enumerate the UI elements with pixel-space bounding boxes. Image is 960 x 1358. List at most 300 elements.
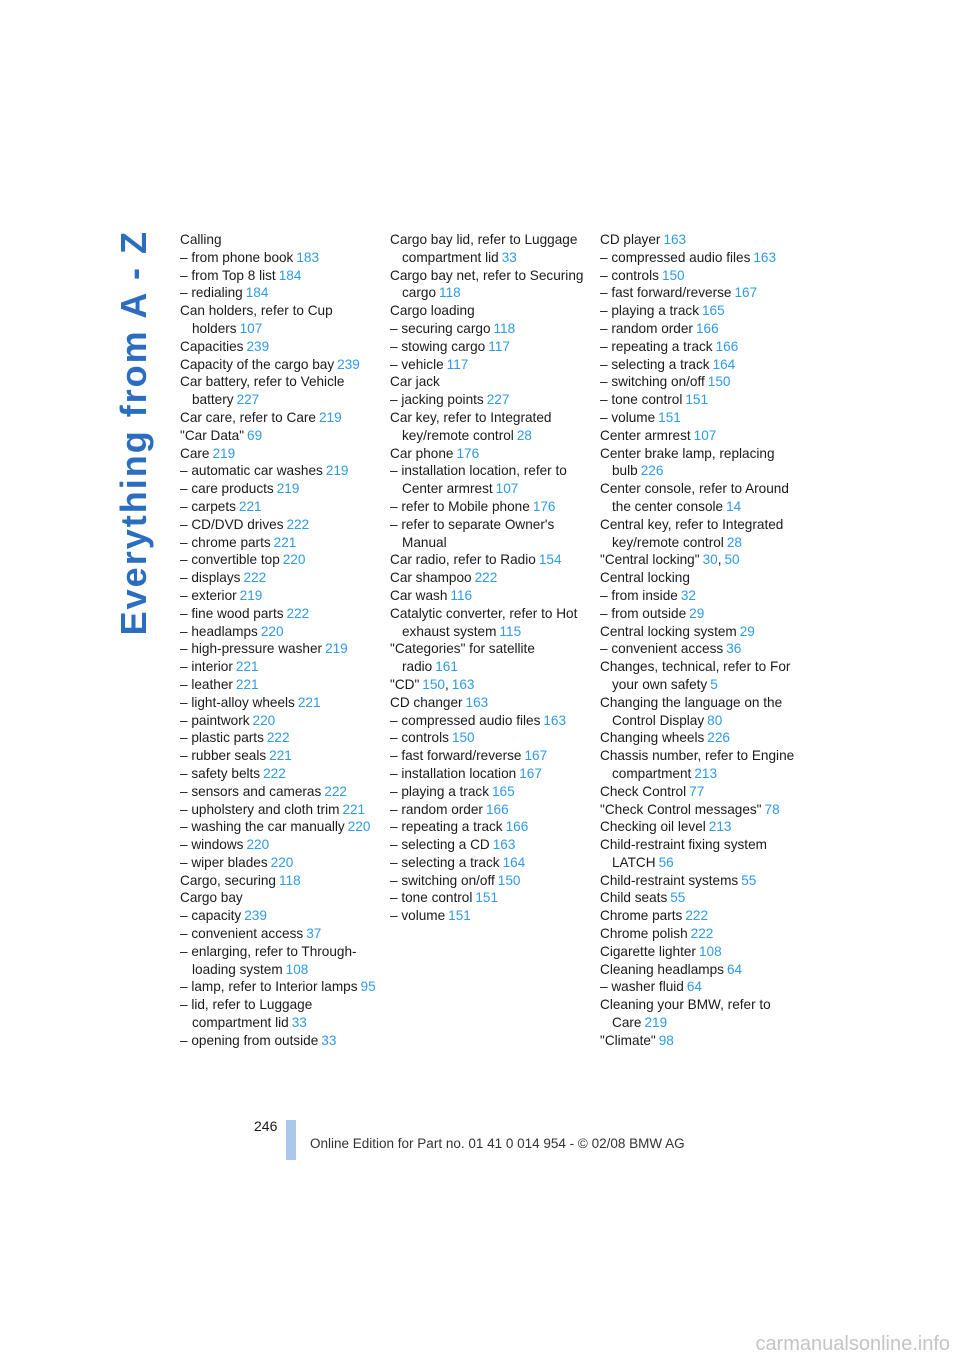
page-link[interactable]: 219 — [325, 463, 349, 479]
index-entry — [180, 551, 380, 569]
page-link[interactable]: 154 — [538, 552, 562, 568]
entry-term: Cargo bay — [180, 890, 243, 906]
page-link[interactable]: 98 — [658, 1032, 674, 1048]
index-entry — [390, 267, 590, 303]
page-link[interactable]: 151 — [658, 409, 681, 425]
index-entry — [180, 587, 380, 605]
entry-term: – convenient access — [600, 641, 724, 657]
entry-term: – lamp, refer to Interior lamps — [180, 979, 358, 995]
page-link[interactable]: 108 — [285, 961, 309, 977]
page-link[interactable]: 226 — [707, 730, 730, 746]
index-entry — [600, 427, 796, 445]
page-link[interactable]: 55 — [741, 872, 757, 888]
page-link[interactable]: 166 — [715, 338, 739, 354]
index-entry — [390, 907, 590, 925]
page-link[interactable]: 150 — [707, 374, 731, 390]
entry-term: – installation location, refer to Center armrest — [390, 463, 567, 497]
page-link[interactable]: 28 — [726, 534, 742, 550]
entry-term: – automatic car washes — [180, 463, 323, 479]
entry-term: Can holders, refer to Cup holders — [180, 303, 333, 336]
index-entry — [180, 872, 380, 890]
entry-term: Chrome parts — [600, 908, 683, 924]
page-link[interactable]: 219 — [325, 641, 348, 657]
index-entry — [180, 356, 380, 374]
index-entry — [600, 445, 796, 481]
entry-term: – plastic parts — [180, 730, 264, 746]
page-link[interactable]: 183 — [296, 249, 320, 265]
index-entry — [180, 658, 380, 676]
page-link[interactable]: 33 — [321, 1032, 337, 1048]
page-link[interactable]: 222 — [474, 570, 498, 586]
index-entry — [180, 996, 380, 1032]
index-entry — [180, 605, 380, 623]
entry-term: Car battery, refer to Vehicle battery — [180, 374, 345, 408]
index-entry — [600, 640, 796, 658]
page-link[interactable]: 118 — [278, 872, 301, 888]
entry-term: – switching on/off — [600, 374, 705, 390]
index-entry — [390, 801, 590, 819]
index-entry — [600, 569, 796, 587]
page-link[interactable]: 227 — [236, 392, 260, 408]
page-link[interactable]: 29 — [739, 623, 755, 639]
entry-term: – light-alloy wheels — [180, 694, 295, 710]
page-link[interactable]: 222 — [324, 783, 347, 799]
entry-term: – switching on/off — [390, 872, 495, 888]
entry-term: Capacities — [180, 338, 244, 354]
page-link[interactable]: 219 — [212, 445, 236, 461]
page-link[interactable]: 37 — [306, 926, 322, 942]
entry-term: – from outside — [600, 605, 687, 621]
page-link[interactable]: 226 — [640, 463, 664, 479]
entry-term: Chassis number, refer to Engine compartment — [600, 748, 795, 781]
index-entry — [600, 836, 796, 872]
entry-term: – volume — [390, 908, 446, 924]
index-entry — [180, 978, 380, 996]
entry-term: – tone control — [600, 392, 683, 408]
page-link[interactable]: 213 — [694, 765, 718, 781]
index-entry — [390, 712, 590, 730]
page-link[interactable]: 161 — [435, 659, 458, 675]
entry-term: CD changer — [390, 694, 463, 710]
index-entry — [180, 284, 380, 302]
index-entry — [600, 729, 796, 747]
index-entry — [390, 605, 590, 641]
index-entry — [180, 694, 380, 712]
entry-term: Catalytic converter, refer to Hot exhaust system — [390, 605, 578, 639]
entry-term: – rubber seals — [180, 748, 267, 764]
page-link[interactable]: 36 — [726, 641, 742, 657]
index-entry — [390, 640, 590, 676]
page-link[interactable]: 163 — [753, 249, 777, 265]
index-entry — [390, 889, 590, 907]
page-link[interactable]: 163 — [492, 837, 516, 853]
entry-term: Car wash — [390, 587, 448, 603]
page-link[interactable]: 163 — [543, 712, 567, 728]
page-link[interactable]: 220 — [252, 712, 276, 728]
index-entry — [600, 373, 796, 391]
page-link[interactable]: 115 — [499, 623, 522, 639]
entry-term: – leather — [180, 676, 233, 692]
watermark: carmanualsonline.info — [755, 1333, 950, 1355]
side-title: Everything from A - Z — [113, 230, 154, 636]
page-link[interactable]: 167 — [734, 285, 758, 301]
index-entry — [180, 231, 380, 249]
index-entry — [600, 943, 796, 961]
index-entry — [180, 925, 380, 943]
page-link[interactable]: 222 — [266, 730, 290, 746]
index-entry — [390, 231, 590, 267]
index-entry — [390, 516, 590, 552]
entry-term: Cleaning headlamps — [600, 961, 724, 977]
entry-term: – refer to separate Owner's Manual — [390, 516, 555, 550]
page-number: 246 — [254, 1118, 278, 1134]
index-entry — [180, 729, 380, 747]
entry-term: – installation location — [390, 765, 517, 781]
entry-term: Cleaning your BMW, refer to Care — [600, 997, 771, 1031]
index-entry — [390, 747, 590, 765]
page-link[interactable]: 221 — [238, 498, 262, 514]
page-link[interactable]: 150 — [422, 676, 445, 692]
page-link[interactable]: 222 — [263, 765, 286, 781]
entry-term: "Central locking" — [600, 552, 700, 568]
page-link[interactable]: 163 — [451, 676, 475, 692]
page-link[interactable]: 33 — [291, 1015, 307, 1031]
page-link[interactable]: 176 — [456, 445, 480, 461]
page-link[interactable]: 220 — [270, 854, 294, 870]
page-link[interactable]: 221 — [273, 534, 297, 550]
index-entry — [180, 409, 380, 427]
entry-term: – random order — [600, 320, 693, 336]
index-entry — [180, 498, 380, 516]
entry-term: – interior — [180, 659, 233, 675]
page-link[interactable]: 164 — [712, 356, 736, 372]
index-entry — [390, 445, 590, 463]
index-entry — [390, 676, 590, 694]
entry-term: Central key, refer to Integrated key/remote control — [600, 516, 784, 550]
entry-term: Changing wheels — [600, 730, 705, 746]
entry-term: – washing the car manually — [180, 819, 345, 835]
index-entry — [600, 302, 796, 320]
index-entry — [390, 694, 590, 712]
index-entry — [600, 783, 796, 801]
entry-term: Cargo, securing — [180, 872, 276, 888]
page-link[interactable]: 29 — [689, 605, 705, 621]
index-entry — [390, 462, 590, 498]
entry-term: Central locking — [600, 570, 690, 586]
index-entry — [600, 694, 796, 730]
index-entry — [600, 978, 796, 996]
entry-term: Child-restraint fixing system LATCH — [600, 837, 767, 870]
page-link[interactable]: 116 — [450, 587, 473, 603]
page-link[interactable]: 164 — [502, 854, 526, 870]
page-link[interactable]: 64 — [686, 979, 702, 995]
index-entry — [390, 872, 590, 890]
page-link[interactable]: 69 — [247, 427, 263, 443]
index-entry — [390, 765, 590, 783]
entry-term: "Check Control messages" — [600, 801, 762, 817]
entry-term: – selecting a track — [390, 854, 500, 870]
index-entry — [390, 836, 590, 854]
page-link[interactable]: 107 — [693, 427, 717, 443]
page-link[interactable]: 220 — [246, 837, 270, 853]
index-entry — [390, 356, 590, 374]
index-entry — [600, 516, 796, 552]
entry-term: Center brake lamp, replacing bulb — [600, 445, 775, 479]
entry-term: – lid, refer to Luggage compartment lid — [180, 997, 313, 1031]
page-link[interactable]: 220 — [260, 623, 284, 639]
index-entry — [390, 569, 590, 587]
index-entry — [600, 747, 796, 783]
page-link[interactable]: 165 — [702, 303, 725, 319]
index-entry — [600, 320, 796, 338]
index-entry — [390, 338, 590, 356]
entry-term: Changes, technical, refer to For your own safety — [600, 659, 791, 692]
entry-term: – high-pressure washer — [180, 641, 323, 657]
entry-term: – care products — [180, 481, 274, 497]
entry-term: – fast forward/reverse — [390, 748, 522, 764]
page-link[interactable]: 28 — [516, 427, 532, 443]
index-entry — [180, 907, 380, 925]
entry-term: Checking oil level — [600, 819, 706, 835]
page-link[interactable]: 220 — [282, 552, 306, 568]
index-entry — [180, 480, 380, 498]
entry-term: – stowing cargo — [390, 338, 486, 354]
page-link[interactable]: 167 — [524, 748, 548, 764]
page-link[interactable]: 150 — [497, 872, 521, 888]
page-link[interactable]: 167 — [519, 765, 542, 781]
entry-term: – exterior — [180, 587, 237, 603]
entry-term: Car key, refer to Integrated key/remote control — [390, 409, 552, 443]
entry-term: Check Control — [600, 783, 687, 799]
entry-term: – fine wood parts — [180, 605, 284, 621]
entry-term: – refer to Mobile phone — [390, 498, 530, 514]
entry-term: – upholstery and cloth trim — [180, 801, 340, 817]
entry-term: – playing a track — [600, 303, 699, 319]
index-entry — [600, 907, 796, 925]
page-link[interactable]: 222 — [243, 570, 267, 586]
page-link[interactable]: 222 — [690, 926, 714, 942]
entry-term: Center armrest — [600, 427, 691, 443]
entry-term: – from phone book — [180, 249, 294, 265]
entry-term: – convertible top — [180, 552, 280, 568]
entry-term: – vehicle — [390, 356, 444, 372]
entry-term: – volume — [600, 409, 656, 425]
entry-term: Car care, refer to Care — [180, 409, 316, 425]
page-link[interactable]: 165 — [492, 783, 515, 799]
page-link[interactable]: 163 — [465, 694, 489, 710]
index-entry — [180, 623, 380, 641]
footer-text: Online Edition for Part no. 01 41 0 014 954 - © 02/08 BMW AG — [310, 1136, 685, 1151]
index-entry — [180, 765, 380, 783]
entry-term: – repeating a track — [600, 338, 713, 354]
index-entry — [180, 712, 380, 730]
index-entry — [180, 267, 380, 285]
entry-term: Capacity of the cargo bay — [180, 356, 335, 372]
page-link[interactable]: 166 — [505, 819, 529, 835]
page-link[interactable]: 150 — [451, 730, 475, 746]
entry-term: – controls — [390, 730, 449, 746]
page-link[interactable]: 166 — [695, 320, 719, 336]
entry-term: "Car Data" — [180, 427, 245, 443]
index-entry — [180, 373, 380, 409]
entry-term: Car shampoo — [390, 570, 472, 586]
index-entry — [180, 854, 380, 872]
page-link[interactable]: 222 — [286, 516, 310, 532]
index-entry — [390, 587, 590, 605]
index-entry — [180, 801, 380, 819]
page-link[interactable]: 166 — [485, 801, 509, 817]
entry-term: – random order — [390, 801, 483, 817]
entry-term: – windows — [180, 837, 244, 853]
page-link[interactable]: 151 — [685, 392, 709, 408]
index-entry — [600, 249, 796, 267]
index-entry — [180, 445, 380, 463]
index-entry — [600, 605, 796, 623]
entry-term: Calling — [180, 232, 222, 247]
index-column-2 — [390, 231, 590, 925]
index-entry — [180, 569, 380, 587]
index-entry — [390, 373, 590, 391]
entry-term: Child seats — [600, 890, 668, 906]
page-link[interactable]: 221 — [269, 748, 292, 764]
entry-term: – tone control — [390, 890, 473, 906]
index-entry — [180, 783, 380, 801]
page-link[interactable]: 32 — [680, 587, 696, 603]
page-link[interactable]: 107 — [239, 320, 263, 336]
page-link[interactable]: 108 — [698, 943, 722, 959]
index-entry — [600, 267, 796, 285]
entry-term: Chrome polish — [600, 926, 688, 942]
page-link[interactable]: 30 — [702, 552, 718, 568]
entry-term: – headlamps — [180, 623, 258, 639]
entry-term: – wiper blades — [180, 854, 268, 870]
page-link[interactable]: 219 — [239, 587, 263, 603]
index-entry — [180, 676, 380, 694]
entry-term: – fast forward/reverse — [600, 285, 732, 301]
page-link[interactable]: 64 — [726, 961, 743, 977]
page-link[interactable]: 50 — [724, 552, 740, 568]
entry-term: – washer fluid — [600, 979, 684, 995]
entry-term: – enlarging, refer to Through-loading system — [180, 943, 357, 977]
page-link[interactable]: 80 — [707, 712, 723, 728]
page-link[interactable]: 222 — [685, 908, 709, 924]
page-link[interactable]: 163 — [663, 232, 687, 247]
page-link[interactable]: 239 — [244, 908, 267, 924]
entry-term: Care — [180, 445, 210, 461]
entry-term: – convenient access — [180, 926, 304, 942]
page-link[interactable]: 117 — [446, 356, 469, 372]
page-link[interactable]: 5 — [710, 676, 718, 692]
page-link[interactable]: 118 — [493, 320, 516, 336]
entry-term: "Categories" for satellite radio — [390, 641, 535, 675]
index-entry — [390, 783, 590, 801]
page-link[interactable]: 227 — [486, 392, 510, 408]
entry-term: Cargo bay net, refer to Securing cargo — [390, 267, 584, 301]
page-link[interactable]: 151 — [475, 890, 499, 906]
index-entry — [180, 302, 380, 338]
page-link[interactable]: 219 — [644, 1015, 668, 1031]
index-entry — [180, 338, 380, 356]
index-entry — [180, 818, 380, 836]
index-entry — [180, 747, 380, 765]
page-link[interactable]: 239 — [246, 338, 270, 354]
entry-term: – redialing — [180, 285, 243, 301]
entry-term: CD player — [600, 232, 661, 247]
page-link[interactable]: 219 — [276, 481, 300, 497]
page-link[interactable]: 184 — [245, 285, 269, 301]
page-link[interactable]: 239 — [337, 356, 360, 372]
index-entry — [390, 391, 590, 409]
index-entry — [600, 996, 796, 1032]
page-link[interactable]: 221 — [235, 659, 259, 675]
page-link[interactable]: 95 — [360, 979, 376, 995]
index-entry — [600, 391, 796, 409]
entry-term: – securing cargo — [390, 320, 491, 336]
entry-term: – capacity — [180, 908, 242, 924]
page-separator: , — [717, 552, 722, 568]
entry-term: – CD/DVD drives — [180, 516, 284, 532]
entry-term: – compressed audio files — [390, 712, 541, 728]
index-entry — [180, 836, 380, 854]
index-entry — [390, 498, 590, 516]
page-link[interactable]: 78 — [764, 801, 780, 817]
index-entry — [600, 623, 796, 641]
page-link[interactable]: 118 — [439, 285, 461, 301]
entry-term: Car jack — [390, 374, 440, 390]
page-link[interactable]: 33 — [501, 249, 517, 265]
index-entry — [600, 480, 796, 516]
entry-term: – compressed audio files — [600, 249, 751, 265]
index-entry — [180, 943, 380, 979]
entry-term: – opening from outside — [180, 1032, 319, 1048]
page-link[interactable]: 221 — [342, 801, 366, 817]
page-link[interactable]: 55 — [670, 890, 686, 906]
page-link[interactable]: 14 — [726, 498, 742, 514]
index-entry — [600, 284, 796, 302]
index-entry — [390, 854, 590, 872]
page-link[interactable]: 117 — [488, 338, 510, 354]
index-entry — [180, 427, 380, 445]
entry-term: – sensors and cameras — [180, 783, 322, 799]
page-link[interactable]: 219 — [318, 409, 342, 425]
page-link[interactable]: 221 — [297, 694, 321, 710]
entry-term: – repeating a track — [390, 819, 503, 835]
page-link[interactable]: 56 — [658, 854, 674, 870]
page-link[interactable]: 176 — [532, 498, 556, 514]
index-entry — [390, 302, 590, 320]
index-entry — [180, 249, 380, 267]
index-entry — [180, 534, 380, 552]
page-link[interactable]: 220 — [347, 819, 371, 835]
index-entry — [390, 320, 590, 338]
page-link[interactable]: 184 — [278, 267, 302, 283]
page-link[interactable]: 222 — [286, 605, 310, 621]
page-link[interactable]: 77 — [689, 783, 705, 799]
footer-bar — [286, 1120, 296, 1160]
page-link[interactable]: 107 — [495, 481, 519, 497]
entry-term: Cargo loading — [390, 303, 475, 319]
page-link[interactable]: 151 — [448, 908, 471, 924]
page-link[interactable]: 150 — [661, 267, 685, 283]
index-entry — [180, 889, 380, 907]
page-link[interactable]: 221 — [235, 676, 259, 692]
entry-term: Center console, refer to Around the center console — [600, 481, 789, 514]
page-link[interactable]: 213 — [708, 819, 732, 835]
index-entry — [600, 338, 796, 356]
index-entry — [600, 356, 796, 374]
entry-term: – from inside — [600, 587, 678, 603]
index-entry — [600, 872, 796, 890]
